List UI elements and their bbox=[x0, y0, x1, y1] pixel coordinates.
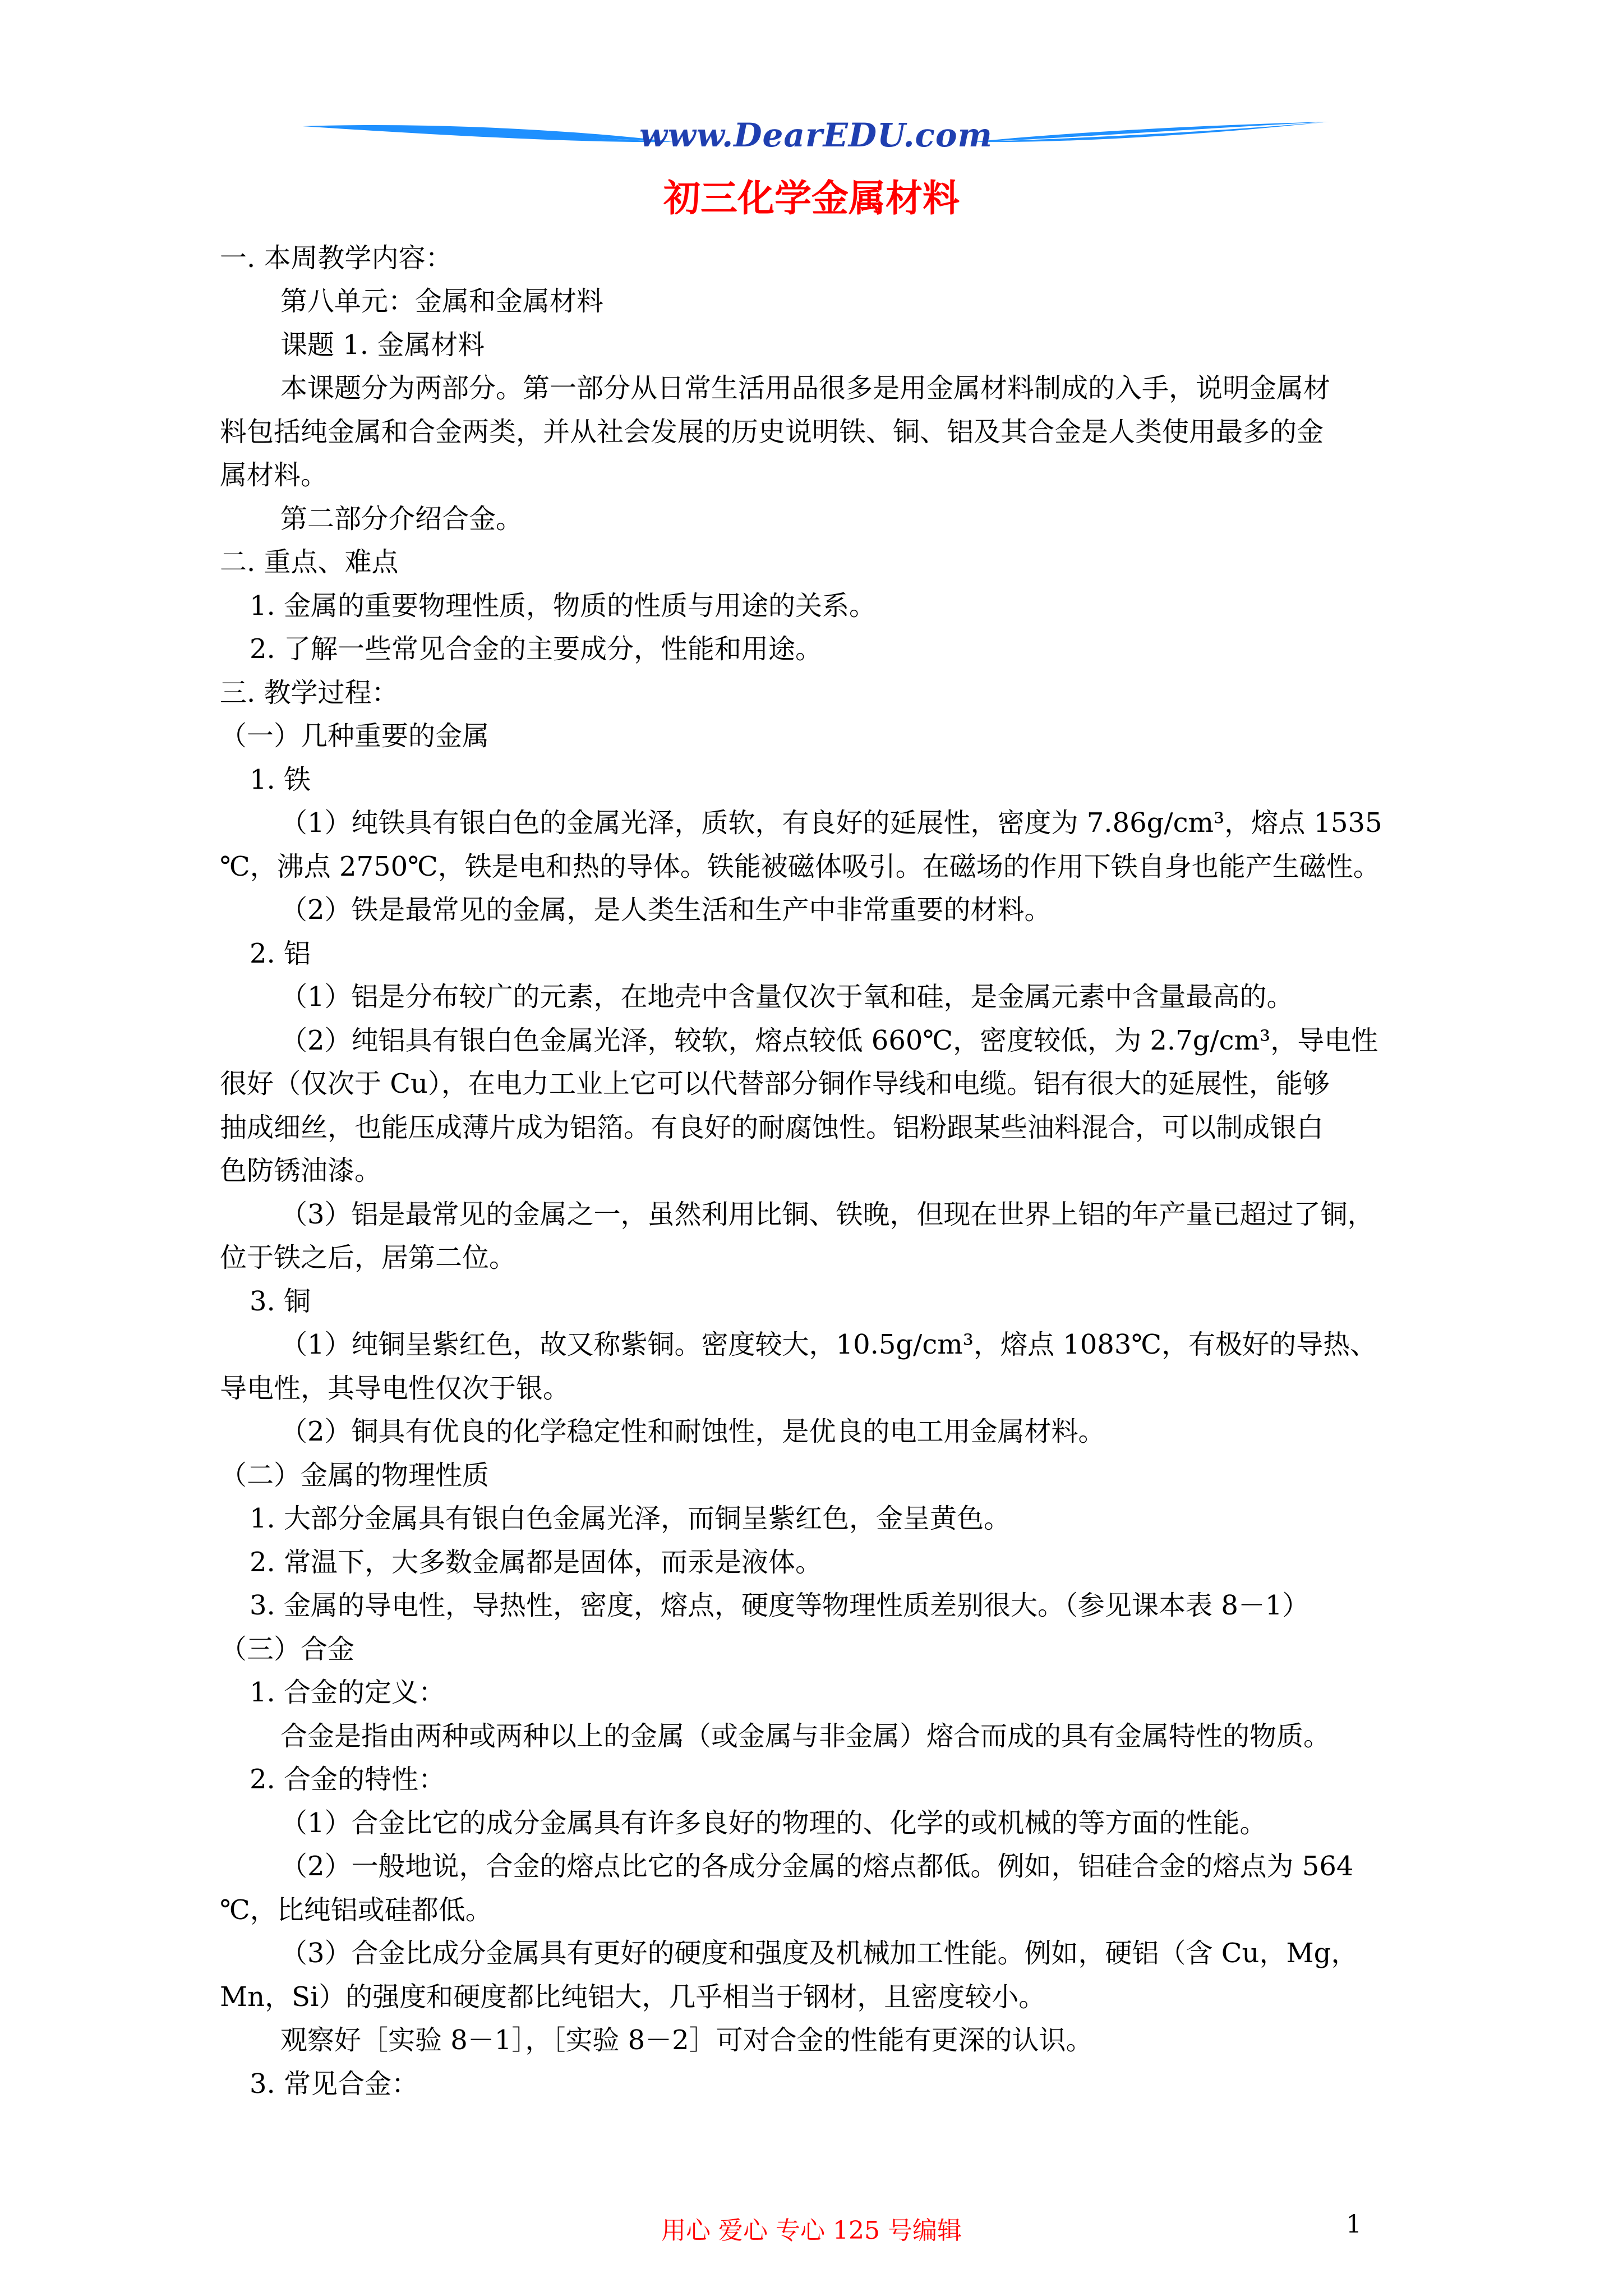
text-line: （1）合金比它的成分金属具有许多良好的物理的、化学的或机械的等方面的性能。 bbox=[280, 1807, 1267, 1839]
text-line: （一）几种重要的金属 bbox=[220, 720, 490, 752]
text-line: （2）铜具有优良的化学稳定性和耐蚀性，是优良的电工用金属材料。 bbox=[280, 1416, 1105, 1447]
text-line: （1）纯铁具有银白色的金属光泽，质软，有良好的延展性，密度为 7.86g/cm³，熔点 1535 bbox=[280, 807, 1382, 839]
text-line: 三. 教学过程： bbox=[220, 677, 399, 708]
text-line: 第八单元：金属和金属材料 bbox=[280, 286, 604, 317]
text-line: 2. 了解一些常见合金的主要成分，性能和用途。 bbox=[250, 633, 823, 665]
text-line: 观察好［实验 8－1］，［实验 8－2］可对合金的性能有更深的认识。 bbox=[280, 2024, 1093, 2056]
text-line: 属材料。 bbox=[220, 459, 328, 491]
text-line: 本课题分为两部分。第一部分从日常生活用品很多是用金属材料制成的入手，说明金属材 bbox=[280, 372, 1331, 404]
text-line: ℃，比纯铝或硅都低。 bbox=[220, 1894, 492, 1926]
text-line: （1）纯铜呈紫红色，故又称紫铜。密度较大，10.5g/cm³，熔点 1083℃，有极好的导热、 bbox=[280, 1329, 1377, 1360]
text-line: （3）合金比成分金属具有更好的硬度和强度及机械加工性能。例如，硬铝（含 Cu，Mg， bbox=[280, 1938, 1358, 1969]
text-line: （2）一般地说，合金的熔点比它的各成分金属的熔点都低。例如，铝硅合金的熔点为 564 bbox=[280, 1851, 1354, 1882]
text-line: 第二部分介绍合金。 bbox=[280, 503, 523, 535]
text-line: Mn，Si）的强度和硬度都比纯铝大，几乎相当于钢材，且密度较小。 bbox=[220, 1981, 1046, 2013]
footer-credit: 用心 爱心 专心 125 号编辑 bbox=[661, 2216, 962, 2245]
text-line: 色防锈油漆。 bbox=[220, 1155, 382, 1186]
text-line: ℃，沸点 2750℃，铁是电和热的导体。铁能被磁体吸引。在磁场的作用下铁自身也能产生磁性。 bbox=[220, 851, 1380, 882]
text-line: 抽成细丝，也能压成薄片成为铝箔。有良好的耐腐蚀性。铝粉跟某些油料混合，可以制成银白 bbox=[220, 1112, 1324, 1143]
text-line: 1. 大部分金属具有银白色金属光泽，而铜呈紫红色，金呈黄色。 bbox=[250, 1503, 1011, 1534]
site-header bbox=[303, 109, 1329, 165]
text-line: （2）铁是最常见的金属，是人类生活和生产中非常重要的材料。 bbox=[280, 894, 1052, 926]
text-line: 1. 铁 bbox=[250, 764, 311, 795]
text-line: （2）纯铝具有银白色金属光泽，较软，熔点较低 660℃，密度较低，为 2.7g/cm³，导电性 bbox=[280, 1025, 1378, 1056]
text-line: 3. 金属的导电性，导热性，密度，熔点，硬度等物理性质差别很大。（参见课本表 8－1） bbox=[250, 1590, 1310, 1621]
text-line: 课题 1. 金属材料 bbox=[280, 329, 485, 361]
text-line: 一. 本周教学内容： bbox=[220, 242, 453, 274]
text-line: （二）金属的物理性质 bbox=[220, 1460, 490, 1491]
text-line: 很好（仅次于 Cu），在电力工业上它可以代替部分铜作导线和电缆。铝有很大的延展性，能够 bbox=[220, 1068, 1330, 1099]
text-line: 3. 铜 bbox=[250, 1286, 311, 1317]
text-line: （3）铝是最常见的金属之一，虽然利用比铜、铁晚，但现在世界上铝的年产量已超过了铜， bbox=[280, 1199, 1375, 1230]
text-line: （1）铝是分布较广的元素，在地壳中含量仅次于氧和硅，是金属元素中含量最高的。 bbox=[280, 981, 1294, 1013]
text-line: 2. 合金的特性： bbox=[250, 1764, 446, 1795]
text-line: 1. 金属的重要物理性质，物质的性质与用途的关系。 bbox=[250, 590, 877, 622]
text-line: （三）合金 bbox=[220, 1634, 355, 1665]
text-line: 位于铁之后，居第二位。 bbox=[220, 1242, 517, 1273]
site-url[interactable]: www.DearEDU.com bbox=[639, 116, 993, 154]
page-title: 初三化学金属材料 bbox=[663, 176, 960, 220]
text-line: 料包括纯金属和合金两类，并从社会发展的历史说明铁、铜、铝及其合金是人类使用最多的金 bbox=[220, 416, 1324, 448]
text-line: 2. 常温下，大多数金属都是固体，而汞是液体。 bbox=[250, 1547, 823, 1578]
text-line: 3. 常见合金： bbox=[250, 2068, 419, 2100]
text-line: 合金是指由两种或两种以上的金属（或金属与非金属）熔合而成的具有金属特性的物质。 bbox=[280, 1720, 1331, 1752]
text-line: 1. 合金的定义： bbox=[250, 1677, 446, 1708]
page-number: 1 bbox=[1346, 2210, 1362, 2239]
text-line: 二. 重点、难点 bbox=[220, 546, 399, 578]
text-line: 2. 铝 bbox=[250, 938, 311, 969]
text-line: 导电性，其导电性仅次于银。 bbox=[220, 1373, 570, 1404]
